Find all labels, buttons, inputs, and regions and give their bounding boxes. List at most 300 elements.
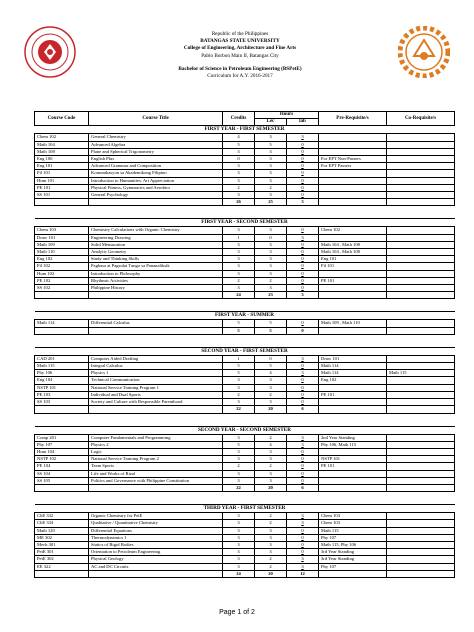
- col-header-coreq: Co-Requisite/s: [387, 112, 455, 126]
- col-header-title: Course Title: [89, 112, 223, 126]
- university-seal-logo: [24, 26, 76, 78]
- lec-hours: 2: [255, 563, 287, 570]
- course-title: Advanced Algebra: [89, 141, 223, 148]
- lec-hours: 3: [255, 256, 287, 263]
- credits: 4: [223, 134, 255, 141]
- credits: 3: [223, 541, 255, 548]
- credits: 3: [223, 534, 255, 541]
- course-row: [35, 477, 455, 484]
- credits: 3: [223, 227, 255, 234]
- total-blank-prereq: [319, 570, 387, 577]
- credits: 3: [223, 270, 255, 277]
- lab-hours: 0: [287, 477, 319, 484]
- course-row: [35, 355, 455, 362]
- total-blank-title: [89, 484, 223, 491]
- credits: 3: [223, 477, 255, 484]
- course-title: Politics and Governance with Philippine Constitution: [89, 477, 223, 484]
- lec-hours: 2: [255, 463, 287, 470]
- prerequisite: NSTP 101: [319, 456, 387, 463]
- prerequisite: [319, 141, 387, 148]
- course-code: ChE 332: [35, 513, 89, 520]
- corequisite: [387, 363, 455, 370]
- lec-hours: 2: [255, 184, 287, 191]
- prerequisite: Math 115, Phy 106: [319, 541, 387, 548]
- spacer-cell: [35, 334, 455, 347]
- total-row: [35, 327, 455, 334]
- credits: 2: [223, 391, 255, 398]
- course-code: Math 109: [35, 241, 89, 248]
- lec-hours: 2: [255, 556, 287, 563]
- corequisite: [387, 270, 455, 277]
- course-code: Fil 101: [35, 170, 89, 177]
- course-title: General Chemistry: [89, 134, 223, 141]
- total-blank-code: [35, 199, 89, 206]
- corequisite: [387, 549, 455, 556]
- corequisite: [387, 391, 455, 398]
- lab-hours: 0: [287, 148, 319, 155]
- lab-hours: 0: [287, 470, 319, 477]
- credits: 1: [223, 234, 255, 241]
- lec-hours: 3: [255, 549, 287, 556]
- total-blank-coreq: [387, 484, 455, 491]
- course-title: Life and Works of Rizal: [89, 470, 223, 477]
- course-code: Phy 107: [35, 441, 89, 448]
- prerequisite: Fil 101: [319, 263, 387, 270]
- lec-hours: 3: [255, 456, 287, 463]
- corequisite: [387, 527, 455, 534]
- lab-hours: 0: [287, 177, 319, 184]
- course-row: [35, 184, 455, 191]
- course-row: [35, 277, 455, 284]
- lec-hours: 2: [255, 434, 287, 441]
- total-blank-title: [89, 570, 223, 577]
- course-title: Logic: [89, 448, 223, 455]
- credits: 3: [223, 470, 255, 477]
- lec-hours: 0: [255, 234, 287, 241]
- corequisite: [387, 192, 455, 199]
- total-credits: 22: [223, 406, 255, 413]
- lec-hours: 3: [255, 399, 287, 406]
- prerequisite: [319, 285, 387, 292]
- prerequisite: Math 114: [319, 370, 387, 377]
- section-heading-row: [35, 219, 455, 227]
- corequisite: [387, 513, 455, 520]
- lab-hours: 3: [287, 513, 319, 520]
- spacer-cell: [35, 413, 455, 426]
- corequisite: [387, 434, 455, 441]
- prerequisite: [319, 184, 387, 191]
- course-title: Advanced Grammar and Composition: [89, 163, 223, 170]
- col-header-code: Course Code: [35, 112, 89, 126]
- lab-hours: 3: [287, 520, 319, 527]
- prerequisite: 3rd Year Standing: [319, 549, 387, 556]
- total-lec: 5: [255, 327, 287, 334]
- lab-hours: 0: [287, 277, 319, 284]
- prerequisite: PE 101: [319, 391, 387, 398]
- credits: 3: [223, 549, 255, 556]
- lab-hours: 0: [287, 541, 319, 548]
- course-code: NSTP 102: [35, 456, 89, 463]
- credits: 3: [223, 241, 255, 248]
- course-code: Comp 201: [35, 434, 89, 441]
- total-blank-code: [35, 484, 89, 491]
- course-code: Eng 100: [35, 156, 89, 163]
- section-spacer: [35, 492, 455, 505]
- total-blank-code: [35, 292, 89, 299]
- course-title: General Psychology: [89, 192, 223, 199]
- prerequisite: [319, 448, 387, 455]
- course-row: [35, 463, 455, 470]
- lec-hours: 3: [255, 541, 287, 548]
- course-title: Integral Calculus: [89, 363, 223, 370]
- credits: 5: [223, 363, 255, 370]
- course-code: Draw 101: [35, 234, 89, 241]
- credits: 2: [223, 277, 255, 284]
- total-blank-prereq: [319, 327, 387, 334]
- corequisite: [387, 355, 455, 362]
- lab-hours: 0: [287, 391, 319, 398]
- lec-hours: 2: [255, 520, 287, 527]
- total-blank-coreq: [387, 199, 455, 206]
- corequisite: Math 115: [387, 370, 455, 377]
- section-heading-row: [35, 426, 455, 434]
- course-title: Physical Geology: [89, 556, 223, 563]
- lec-hours: 3: [255, 134, 287, 141]
- course-code: Phy 106: [35, 370, 89, 377]
- course-row: [35, 134, 455, 141]
- course-code: PE 103: [35, 391, 89, 398]
- spacer-cell: [35, 299, 455, 312]
- lec-hours: 3: [255, 170, 287, 177]
- credits: 3: [223, 170, 255, 177]
- course-title: Philippine History: [89, 285, 223, 292]
- lab-hours: 3: [287, 355, 319, 362]
- course-code: EE 322: [35, 563, 89, 570]
- credits: 5: [223, 320, 255, 327]
- credits: 3: [223, 434, 255, 441]
- course-title: Thermodynamics 1: [89, 534, 223, 541]
- course-code: NSTP 101: [35, 384, 89, 391]
- lec-hours: 3: [255, 527, 287, 534]
- course-row: [35, 249, 455, 256]
- course-title: Physical Fitness, Gymnastics and Aerobics: [89, 184, 223, 191]
- prerequisite: Draw 101: [319, 355, 387, 362]
- prerequisite: Math 109 , Math 110: [319, 320, 387, 327]
- total-blank-code: [35, 327, 89, 334]
- course-title: National Service Training Program 2: [89, 456, 223, 463]
- course-title: Orientation to Petroleum Engineering: [89, 549, 223, 556]
- total-lab: 6: [287, 406, 319, 413]
- course-title: Differential Calculus: [89, 320, 223, 327]
- course-code: PE 101: [35, 184, 89, 191]
- total-blank-coreq: [387, 327, 455, 334]
- col-header-lec: Lec: [255, 119, 287, 126]
- course-code: PetE 301: [35, 549, 89, 556]
- total-blank-code: [35, 406, 89, 413]
- corequisite: [387, 277, 455, 284]
- lab-hours: 0: [287, 227, 319, 234]
- course-code: Fil 102: [35, 263, 89, 270]
- lab-hours: 3: [287, 370, 319, 377]
- course-code: SS 101: [35, 192, 89, 199]
- course-row: [35, 448, 455, 455]
- course-row: [35, 170, 455, 177]
- course-title: Rhythmic Activities: [89, 277, 223, 284]
- course-title: Physics 1: [89, 370, 223, 377]
- lec-hours: 3: [255, 477, 287, 484]
- total-lab: 3: [287, 292, 319, 299]
- lec-hours: 5: [255, 363, 287, 370]
- corequisite: [387, 285, 455, 292]
- document-header: [0, 0, 474, 108]
- course-row: [35, 227, 455, 234]
- course-code: SS 103: [35, 399, 89, 406]
- total-lab: 3: [287, 199, 319, 206]
- lec-hours: 3: [255, 177, 287, 184]
- total-blank-coreq: [387, 570, 455, 577]
- course-row: [35, 520, 455, 527]
- course-row: [35, 556, 455, 563]
- course-row: [35, 456, 455, 463]
- course-row: [35, 549, 455, 556]
- course-code: Hum 104: [35, 448, 89, 455]
- course-row: [35, 441, 455, 448]
- lab-hours: 0: [287, 377, 319, 384]
- prerequisite: Eng 102: [319, 377, 387, 384]
- lab-hours: 0: [287, 270, 319, 277]
- lab-hours: 0: [287, 456, 319, 463]
- total-credits: 26: [223, 199, 255, 206]
- prerequisite: For EPT Non-Passers: [319, 156, 387, 163]
- total-lab: 6: [287, 484, 319, 491]
- credits: 2: [223, 463, 255, 470]
- credits: 5: [223, 441, 255, 448]
- total-blank-code: [35, 570, 89, 577]
- curriculum-table: [34, 111, 455, 578]
- total-row: [35, 484, 455, 491]
- section-title: SECOND YEAR - FIRST SEMESTER: [35, 347, 455, 355]
- header-curriculum-year: Curriculum for A.Y. 2016-2017: [207, 73, 273, 80]
- lab-hours: 0: [287, 463, 319, 470]
- total-blank-prereq: [319, 292, 387, 299]
- credits: 3: [223, 256, 255, 263]
- corequisite: [387, 477, 455, 484]
- course-code: PE 102: [35, 277, 89, 284]
- prerequisite: Math 104 , Math 108: [319, 249, 387, 256]
- lec-hours: 2: [255, 391, 287, 398]
- prerequisite: [319, 134, 387, 141]
- lec-hours: 3: [255, 263, 287, 270]
- course-code: Math 115: [35, 363, 89, 370]
- header-campus: Pablo Borbon Main II, Batangas City: [201, 52, 279, 59]
- total-blank-prereq: [319, 199, 387, 206]
- section-heading-row: [35, 126, 455, 134]
- course-row: [35, 384, 455, 391]
- course-title: Introduction to Humanities: Art Appreciation: [89, 177, 223, 184]
- credits: 3: [223, 527, 255, 534]
- course-title: Individual and Dual Sports: [89, 391, 223, 398]
- prerequisite: [319, 384, 387, 391]
- course-row: [35, 256, 455, 263]
- credits: 2: [223, 184, 255, 191]
- corequisite: [387, 377, 455, 384]
- total-lec: 20: [255, 570, 287, 577]
- lec-hours: 3: [255, 384, 287, 391]
- credits: 3: [223, 399, 255, 406]
- corequisite: [387, 156, 455, 163]
- course-title: Statics of Rigid Bodies: [89, 541, 223, 548]
- prerequisite: [319, 399, 387, 406]
- prerequisite: Phy 107: [319, 563, 387, 570]
- total-blank-coreq: [387, 292, 455, 299]
- corequisite: [387, 163, 455, 170]
- course-row: [35, 534, 455, 541]
- prerequisite: [319, 192, 387, 199]
- lab-hours: 0: [287, 549, 319, 556]
- course-title: Differential Equations: [89, 527, 223, 534]
- credits: 5: [223, 141, 255, 148]
- corequisite: [387, 134, 455, 141]
- curriculum-body: [35, 126, 455, 578]
- credits: 3: [223, 148, 255, 155]
- course-title: Computer Fundamentals and Programming: [89, 434, 223, 441]
- prerequisite: Chem 102: [319, 227, 387, 234]
- total-blank-prereq: [319, 484, 387, 491]
- total-lec: 23: [255, 292, 287, 299]
- total-row: [35, 406, 455, 413]
- course-code: Math 114: [35, 320, 89, 327]
- section-title: FIRST YEAR - SECOND SEMESTER: [35, 219, 455, 227]
- total-row: [35, 570, 455, 577]
- prerequisite: PE 101: [319, 277, 387, 284]
- lec-hours: 3: [255, 148, 287, 155]
- lab-hours: 0: [287, 170, 319, 177]
- lec-hours: 3: [255, 227, 287, 234]
- credits: 3: [223, 285, 255, 292]
- total-row: [35, 292, 455, 299]
- course-code: ME 302: [35, 534, 89, 541]
- corequisite: [387, 148, 455, 155]
- lab-hours: 0: [287, 320, 319, 327]
- course-code: Math 120: [35, 527, 89, 534]
- header-college: College of Engineering, Architecture and Fine Arts: [183, 45, 297, 52]
- total-lab: 0: [287, 327, 319, 334]
- page-number: Page 1 of 2: [219, 609, 255, 616]
- lab-hours: 3: [287, 556, 319, 563]
- credits: 3: [223, 192, 255, 199]
- prerequisite: [319, 148, 387, 155]
- lec-hours: 5: [255, 320, 287, 327]
- course-code: SS 105: [35, 477, 89, 484]
- lab-hours: 0: [287, 534, 319, 541]
- header-republic: Republic of the Philippines: [211, 31, 269, 37]
- credits: 3: [223, 177, 255, 184]
- lec-hours: 3: [255, 249, 287, 256]
- corequisite: [387, 170, 455, 177]
- total-lec: 20: [255, 406, 287, 413]
- lab-hours: 0: [287, 163, 319, 170]
- total-credits: 24: [223, 292, 255, 299]
- lab-hours: 0: [287, 399, 319, 406]
- spacer-cell: [35, 492, 455, 505]
- credits: 3: [223, 263, 255, 270]
- lec-hours: 2: [255, 277, 287, 284]
- course-row: [35, 470, 455, 477]
- section-spacer: [35, 413, 455, 426]
- course-title: Physics 2: [89, 441, 223, 448]
- col-header-lab: lab: [287, 119, 319, 126]
- course-row: [35, 399, 455, 406]
- course-row: [35, 285, 455, 292]
- section-spacer: [35, 206, 455, 219]
- lec-hours: 3: [255, 163, 287, 170]
- prerequisite: Math 115: [319, 527, 387, 534]
- corequisite: [387, 249, 455, 256]
- lab-hours: 3: [287, 563, 319, 570]
- lab-hours: 0: [287, 256, 319, 263]
- credits: 5: [223, 370, 255, 377]
- total-blank-title: [89, 292, 223, 299]
- prerequisite: 3rd Year Standing: [319, 556, 387, 563]
- course-title: Organic Chemistry for PetE: [89, 513, 223, 520]
- prerequisite: [319, 470, 387, 477]
- course-title: Pagbasa at Pagsulat Tungo sa Pananaliksik: [89, 263, 223, 270]
- section-title: THIRD YEAR - FIRST SEMESTER: [35, 505, 455, 513]
- course-row: [35, 192, 455, 199]
- lab-hours: 0: [287, 285, 319, 292]
- course-title: Solid Mensuration: [89, 241, 223, 248]
- lec-hours: 3: [255, 448, 287, 455]
- lec-hours: 3: [255, 534, 287, 541]
- total-blank-coreq: [387, 406, 455, 413]
- lec-hours: 3: [255, 156, 287, 163]
- section-spacer: [35, 299, 455, 312]
- course-row: [35, 241, 455, 248]
- lec-hours: 3: [255, 241, 287, 248]
- corequisite: [387, 184, 455, 191]
- course-row: [35, 141, 455, 148]
- section-title: SECOND YEAR - SECOND SEMESTER: [35, 426, 455, 434]
- lab-hours: 3: [287, 134, 319, 141]
- corequisite: [387, 441, 455, 448]
- corequisite: [387, 534, 455, 541]
- course-code: Eng 102: [35, 256, 89, 263]
- lec-hours: 3: [255, 192, 287, 199]
- credits: 0: [223, 156, 255, 163]
- prerequisite: Math 104 , Math 108: [319, 241, 387, 248]
- course-row: [35, 370, 455, 377]
- credits: 3: [223, 448, 255, 455]
- total-lab: 12: [287, 570, 319, 577]
- course-title: National Service Training Program 1: [89, 384, 223, 391]
- corequisite: [387, 141, 455, 148]
- lab-hours: 0: [287, 141, 319, 148]
- total-credits: 5: [223, 327, 255, 334]
- credits: 3: [223, 384, 255, 391]
- course-code: SS 102: [35, 285, 89, 292]
- section-spacer: [35, 334, 455, 347]
- course-title: Qualitative / Quantitative Chemistry: [89, 520, 223, 527]
- lec-hours: 3: [255, 285, 287, 292]
- credits: 3: [223, 456, 255, 463]
- prerequisite: [319, 170, 387, 177]
- corequisite: [387, 463, 455, 470]
- section-title: FIRST YEAR - FIRST SEMESTER: [35, 126, 455, 134]
- corequisite: [387, 256, 455, 263]
- prerequisite: Chem 103: [319, 520, 387, 527]
- total-lec: 20: [255, 484, 287, 491]
- course-code: Hum 102: [35, 270, 89, 277]
